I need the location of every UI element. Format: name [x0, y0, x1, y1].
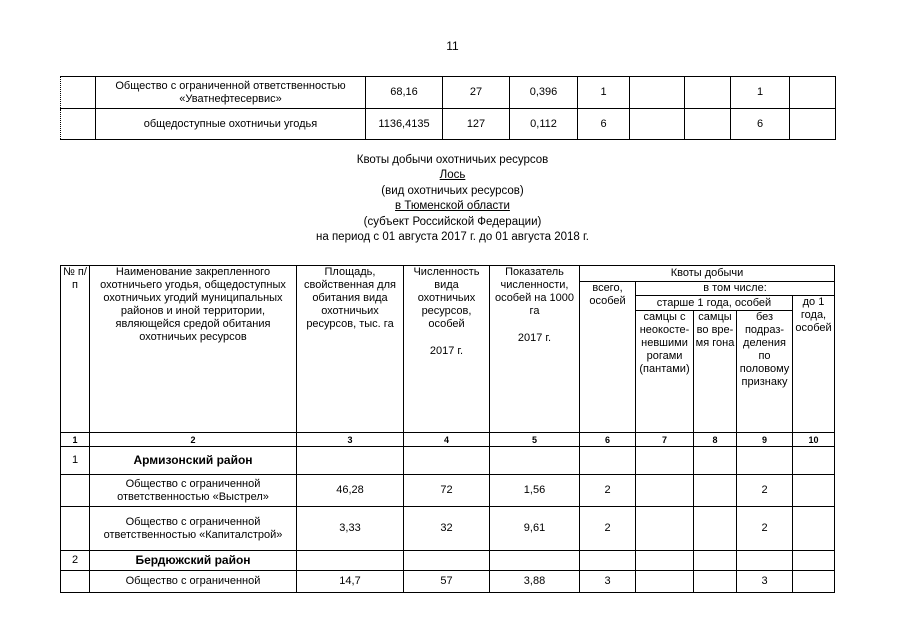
- area-cell: [297, 447, 404, 475]
- species-caption: (вид охотничьих ресурсов): [381, 184, 524, 197]
- index-cell: 0,396: [510, 77, 578, 109]
- males-antlers-cell: [636, 571, 694, 593]
- heading-title: Квоты добычи охотничьих ресурсов: [356, 154, 549, 166]
- males-antlers-cell: [636, 447, 694, 475]
- no-sex-cell: 6: [731, 109, 790, 140]
- col-header-no: № п/п: [61, 266, 90, 433]
- col-header-quota: Квоты добычи: [580, 266, 835, 282]
- males-rut-cell: [694, 475, 737, 507]
- index-cell: 9,61: [490, 507, 580, 551]
- under-one-cell: [793, 475, 835, 507]
- col-header-total: всего, особей: [580, 282, 636, 433]
- no-sex-cell: 3: [737, 571, 793, 593]
- area-cell: 1136,4135: [366, 109, 443, 140]
- col-header-name: Наименование закрепленного охотничьего угодья, общедоступных охотничьих угодий муниципальных районов и иной территории, являющейся средой обитания охотничьих ресурсов: [90, 266, 297, 433]
- hunting-ground-name: Общество с ограниченной ответственностью «Уватнефтесервис»: [96, 77, 366, 109]
- total-cell: 3: [580, 571, 636, 593]
- row-number-cell: [61, 77, 96, 109]
- row-number-cell: [61, 109, 96, 140]
- section-heading: [0, 153, 905, 245]
- males-rut-cell: [694, 551, 737, 571]
- col-header-index: [490, 266, 580, 433]
- area-cell: 46,28: [297, 475, 404, 507]
- count-year: 2017 г.: [429, 345, 464, 357]
- males-antlers-cell: [636, 507, 694, 551]
- index-label: Показатель численности, особей на 1000 га: [494, 266, 575, 317]
- col-header-including: в том числе:: [636, 282, 835, 296]
- district-row: [61, 551, 835, 571]
- under-one-cell: [793, 507, 835, 551]
- males-rut-cell: [685, 109, 731, 140]
- males-antlers-cell: [636, 475, 694, 507]
- col-number: 5: [490, 433, 580, 447]
- page-number: 11: [446, 39, 459, 53]
- count-label: Численность вида охотничьих ресурсов, особей: [413, 266, 480, 330]
- total-cell: 2: [580, 507, 636, 551]
- hunting-ground-name: общедоступные охотничьи угодья: [96, 109, 366, 140]
- col-number: 9: [737, 433, 793, 447]
- index-year: 2017 г.: [517, 332, 552, 344]
- period-text: на период с 01 августа 2017 г. до 01 августа 2018 г.: [316, 231, 589, 244]
- area-cell: [297, 551, 404, 571]
- region-name: в Тюменской области: [395, 200, 510, 213]
- col-number: 6: [580, 433, 636, 447]
- row-number: [61, 475, 90, 507]
- index-cell: [490, 551, 580, 571]
- header-row: [61, 266, 835, 282]
- table-row: [61, 571, 835, 593]
- row-number: [61, 507, 90, 551]
- count-cell: 127: [443, 109, 510, 140]
- table-row: [61, 475, 835, 507]
- males-antlers-cell: [636, 551, 694, 571]
- row-number: 1: [61, 447, 90, 475]
- area-cell: 68,16: [366, 77, 443, 109]
- species-name: Лось: [439, 169, 466, 182]
- col-number: 10: [793, 433, 835, 447]
- area-cell: 14,7: [297, 571, 404, 593]
- col-number: 2: [90, 433, 297, 447]
- under-one-cell: [790, 77, 836, 109]
- hunting-ground-name: Общество с ограниченной ответственностью «Выстрел»: [90, 475, 297, 507]
- hunting-ground-name: Общество с ограниченной: [90, 571, 297, 593]
- table-row: [61, 507, 835, 551]
- col-header-older: старше 1 года, особей: [636, 296, 793, 311]
- under-one-cell: [790, 109, 836, 140]
- males-rut-cell: [694, 507, 737, 551]
- count-cell: 72: [404, 475, 490, 507]
- males-rut-cell: [694, 447, 737, 475]
- no-sex-cell: 1: [731, 77, 790, 109]
- under-one-cell: [793, 447, 835, 475]
- under-one-cell: [793, 571, 835, 593]
- no-sex-cell: 2: [737, 507, 793, 551]
- table-row: [61, 109, 836, 140]
- col-number: 7: [636, 433, 694, 447]
- total-cell: 2: [580, 475, 636, 507]
- index-cell: 1,56: [490, 475, 580, 507]
- count-cell: 32: [404, 507, 490, 551]
- no-sex-cell: [737, 447, 793, 475]
- index-cell: 0,112: [510, 109, 578, 140]
- col-number: 4: [404, 433, 490, 447]
- males-antlers-cell: [630, 77, 685, 109]
- row-number: 2: [61, 551, 90, 571]
- hunting-ground-name: Общество с ограниченной ответственностью «Капиталстрой»: [90, 507, 297, 551]
- col-header-males-antlers: самцы с неокостеневшими рогами (пантами): [636, 311, 694, 433]
- col-number: 1: [61, 433, 90, 447]
- col-header-under-one: до 1 года, особей: [793, 296, 835, 433]
- district-name: Армизонский район: [90, 447, 297, 475]
- total-cell: [580, 551, 636, 571]
- col-header-no-sex: без подразделения по половому признаку: [737, 311, 793, 433]
- continuation-table: [60, 76, 836, 140]
- males-rut-cell: [685, 77, 731, 109]
- table-row: [61, 77, 836, 109]
- count-cell: [404, 447, 490, 475]
- col-header-area: Площадь, свойственная для обитания вида охотничьих ресурсов, тыс. га: [297, 266, 404, 433]
- row-number: [61, 571, 90, 593]
- col-number: 8: [694, 433, 737, 447]
- index-cell: [490, 447, 580, 475]
- total-cell: 1: [578, 77, 630, 109]
- index-cell: 3,88: [490, 571, 580, 593]
- count-cell: [404, 551, 490, 571]
- col-number: 3: [297, 433, 404, 447]
- region-caption: (субъект Российской Федерации): [363, 215, 542, 228]
- col-header-count: [404, 266, 490, 433]
- count-cell: 57: [404, 571, 490, 593]
- total-cell: [580, 447, 636, 475]
- count-cell: 27: [443, 77, 510, 109]
- district-name: Бердюжский район: [90, 551, 297, 571]
- area-cell: 3,33: [297, 507, 404, 551]
- quota-table: [60, 265, 835, 593]
- under-one-cell: [793, 551, 835, 571]
- column-number-row: [61, 433, 835, 447]
- total-cell: 6: [578, 109, 630, 140]
- males-rut-cell: [694, 571, 737, 593]
- district-row: [61, 447, 835, 475]
- col-header-males-rut: самцы во время гона: [694, 311, 737, 433]
- no-sex-cell: [737, 551, 793, 571]
- males-antlers-cell: [630, 109, 685, 140]
- no-sex-cell: 2: [737, 475, 793, 507]
